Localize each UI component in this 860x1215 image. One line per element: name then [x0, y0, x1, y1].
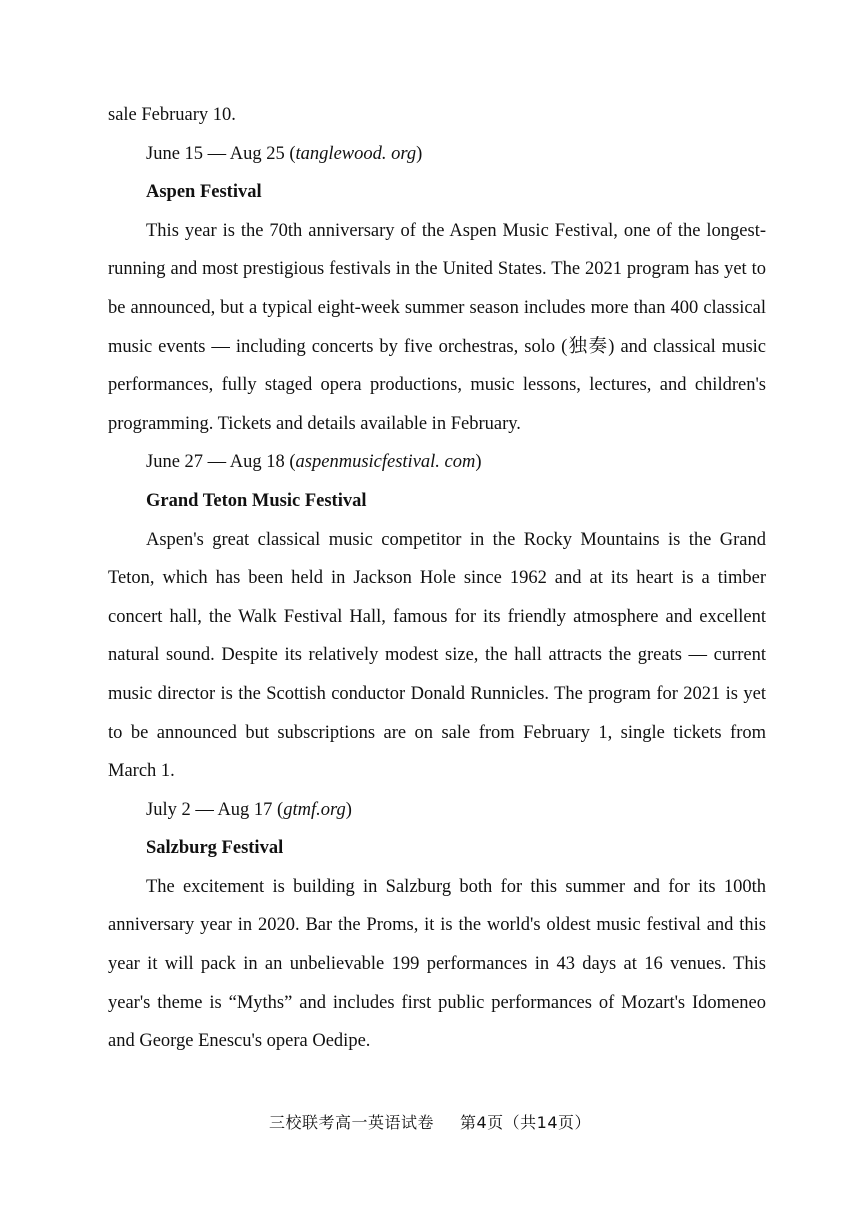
- text-line: sale February 10.: [108, 105, 236, 125]
- page-footer: [0, 1110, 860, 1133]
- aspen-dates: [108, 443, 766, 482]
- paren-close: ): [475, 452, 482, 473]
- tanglewood-dates: [108, 135, 766, 174]
- document-page: [108, 96, 766, 1061]
- paren-close: ): [416, 143, 423, 164]
- grand-teton-dates: [108, 791, 766, 830]
- paren-close: ): [345, 799, 352, 820]
- aspen-heading: Aspen Festival: [146, 182, 262, 203]
- salzburg-paragraph: The excitement is building in Salzburg both for this summer and for its 100th anniversary year in 2020. Bar the Proms, it is the world's oldest music festival and this year it will pack in an unbelievable 199 performances in 43 days at 16 venues. This year's theme is “Myths” and includes first public performances of Mozart's Idomeneo and George Enescu's opera Oedipe.: [108, 876, 766, 1052]
- grand-teton-heading: Grand Teton Music Festival: [146, 490, 367, 511]
- festival-url: tanglewood. org: [295, 143, 417, 164]
- festival-url: aspenmusicfestival. com: [295, 452, 476, 473]
- festival-url: gtmf.org: [283, 799, 346, 820]
- dates-text: July 2 — Aug 17 (: [146, 799, 284, 820]
- page-number: 第4页（共14页）: [459, 1113, 592, 1132]
- exam-title: 三校联考高一英语试卷: [268, 1113, 434, 1132]
- aspen-paragraph: This year is the 70th anniversary of the Aspen Music Festival, one of the longest‐running and most prestigious festivals in the United States. The 2021 program has yet to be announced, but a typical eight‐week summer season includes more than 400 classical music events — including concerts by five orchestras, solo (独奏) and classical music performances, fully staged opera productions, music lessons, lectures, and children's programming. Tickets and details available in February.: [108, 220, 766, 434]
- grand-teton-paragraph: Aspen's great classical music competitor in the Rocky Mountains is the Grand Teton, which has been held in Jackson Hole since 1962 and at its heart is a timber concert hall, the Walk Festival Hall, famous for its friendly atmosphere and excellent natural sound. Despite its relatively modest size, the hall attracts the greats — current music director is the Scottish conductor Donald Runnicles. The program for 2021 is yet to be announced but subscriptions are on sale from February 1, single tickets from March 1.: [108, 529, 766, 782]
- dates-text: June 27 — Aug 18 (: [146, 452, 296, 473]
- salzburg-heading: Salzburg Festival: [146, 838, 284, 859]
- dates-text: June 15 — Aug 25 (: [146, 143, 296, 164]
